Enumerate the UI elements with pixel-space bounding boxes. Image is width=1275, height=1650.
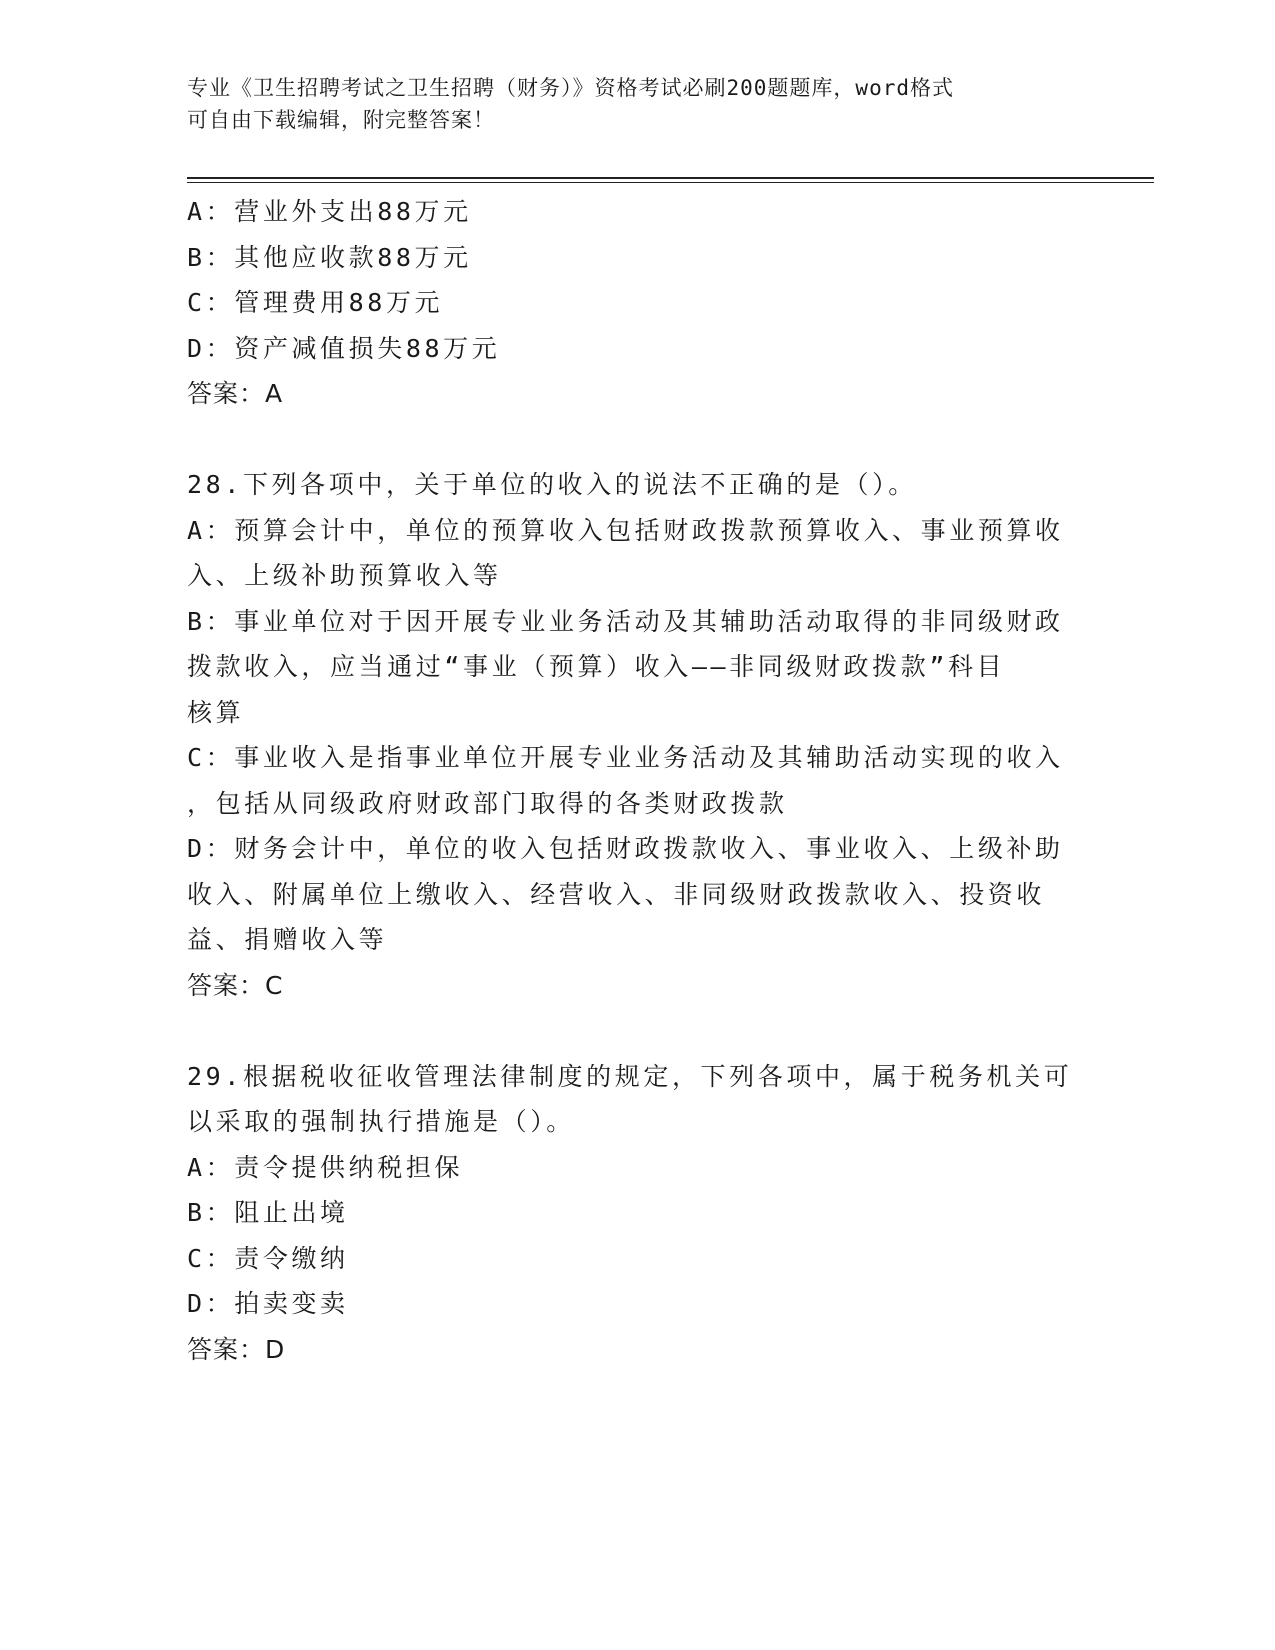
q28-option-a-line-2: 入、上级补助预算收入等 <box>187 561 502 590</box>
document-body <box>187 189 1092 1372</box>
q28-option-b-line-3: 核算 <box>187 697 245 727</box>
q29-option-a: A：责令提供纳税担保 <box>187 1152 464 1182</box>
q29-question-line-2: 以采取的强制执行措施是（）。 <box>187 1107 575 1136</box>
q27-option-c: C：管理费用88万元 <box>187 288 444 317</box>
spacer <box>187 1008 1092 1054</box>
spacer <box>187 417 1092 463</box>
header-divider-thin <box>187 182 1154 183</box>
q28-option-d-line-3: 益、捐赠收入等 <box>187 925 388 954</box>
q28-option-c-line-2: ，包括从同级政府财政部门取得的各类财政拨款 <box>187 788 788 818</box>
q29-option-b: B：阻止出境 <box>187 1198 349 1227</box>
header-line-2: 可自由下载编辑，附完整答案！ <box>187 108 495 132</box>
header-line-1: 专业《卫生招聘考试之卫生招聘（财务）》资格考试必刷200题题库，word格式 <box>187 76 954 100</box>
q28-question: 28.下列各项中，关于单位的收入的说法不正确的是（）。 <box>187 470 917 499</box>
q28-option-b-line-1: B：事业单位对于因开展专业业务活动及其辅助活动取得的非同级财政 <box>187 606 1064 636</box>
q28-option-a-line-1: A：预算会计中，单位的预算收入包括财政拨款预算收入、事业预算收 <box>187 515 1064 545</box>
q29-answer: 答案：D <box>187 1334 286 1364</box>
q29-option-c: C：责令缴纳 <box>187 1243 349 1273</box>
q27-option-b: B：其他应收款88万元 <box>187 242 472 272</box>
q28-option-b-line-2: 拨款收入，应当通过“事业（预算）收入——非同级财政拨款”科目 <box>187 652 1006 681</box>
document-header <box>187 72 1067 136</box>
q27-option-a: A：营业外支出88万元 <box>187 197 472 226</box>
q28-answer: 答案：C <box>187 970 284 1000</box>
q29-question-line-1: 29.根据税收征收管理法律制度的规定，下列各项中，属于税务机关可 <box>187 1061 1073 1091</box>
q29-option-d: D：拍卖变卖 <box>187 1289 349 1318</box>
header-divider-thick <box>187 177 1154 179</box>
q28-option-c-line-1: C：事业收入是指事业单位开展专业业务活动及其辅助活动实现的收入 <box>187 743 1064 772</box>
q27-answer: 答案：A <box>187 379 284 408</box>
q28-option-d-line-2: 收入、附属单位上缴收入、经营收入、非同级财政拨款收入、投资收 <box>187 879 1046 909</box>
q27-option-d: D：资产减值损失88万元 <box>187 333 501 363</box>
q28-option-d-line-1: D：财务会计中，单位的收入包括财政拨款收入、事业收入、上级补助 <box>187 834 1064 863</box>
